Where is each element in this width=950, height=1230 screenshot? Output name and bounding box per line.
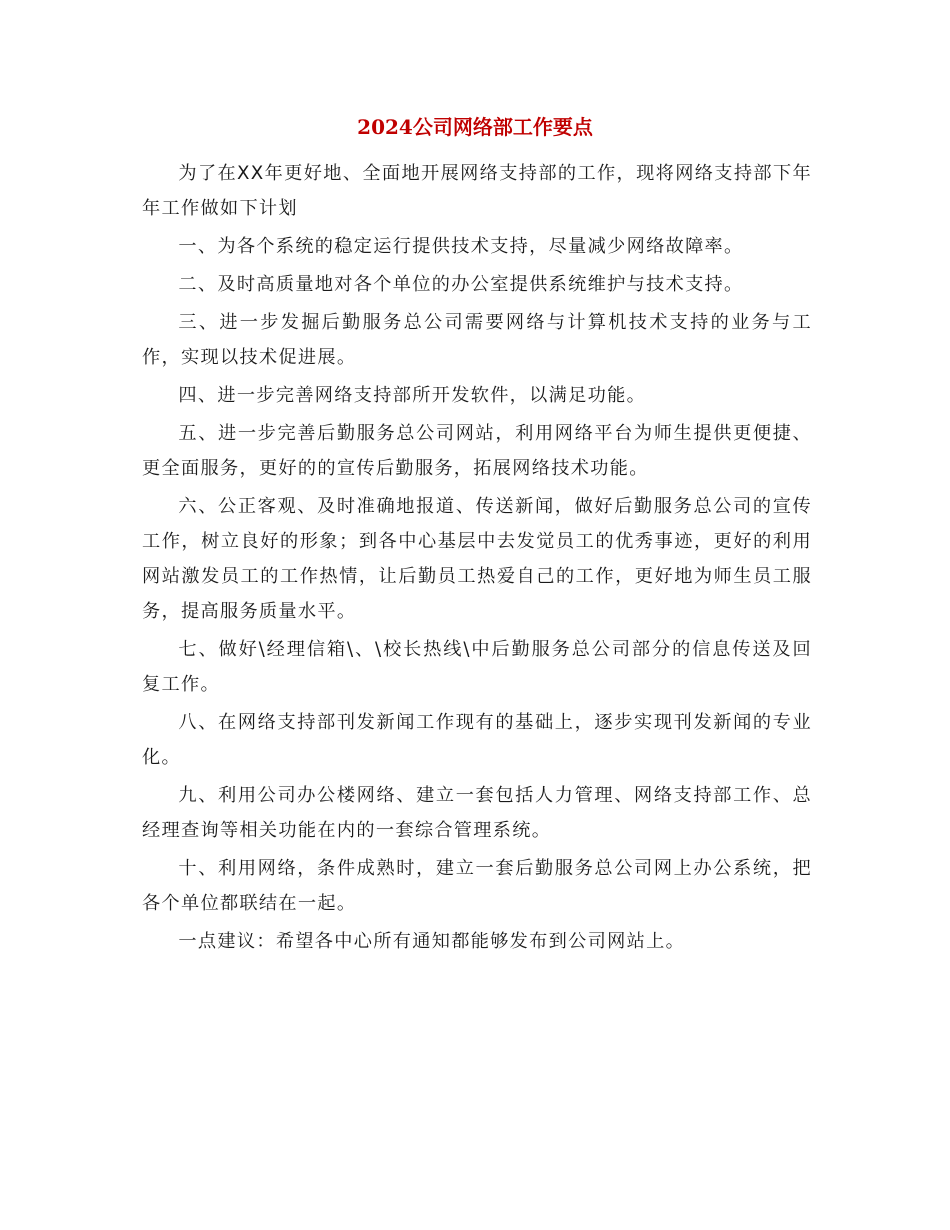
paragraph-item-7: 七、做好\经理信箱\、\校长热线\中后勤服务总公司部分的信息传送及回复工作。 — [142, 639, 812, 695]
document-title: 2024公司网络部工作要点 — [357, 115, 593, 139]
paragraph-item-6: 六、公正客观、及时准确地报道、传送新闻，做好后勤服务总公司的宣传工作，树立良好的形象；到各中心基层中去发觉员工的优秀事迹，更好的利用网站激发员工的工作热情，让后勤员工热爱自己的工作，更好地为师生员工服务，提高服务质量水平。 — [142, 496, 812, 622]
paragraph-item-1: 一、为各个系统的稳定运行提供技术支持，尽量减少网络故障率。 — [178, 236, 744, 257]
paragraph-item-8: 八、在网络支持部刊发新闻工作现有的基础上，逐步实现刊发新闻的专业化。 — [142, 712, 812, 768]
paragraph-item-10: 十、利用网络，条件成熟时，建立一套后勤服务总公司网上办公系统，把各个单位都联结在一起。 — [142, 858, 812, 914]
paragraph-item-2: 二、及时高质量地对各个单位的办公室提供系统维护与技术支持。 — [178, 274, 744, 295]
paragraph-item-3: 三、进一步发掘后勤服务总公司需要网络与计算机技术支持的业务与工作，实现以技术促进展。 — [142, 312, 812, 368]
paragraph-suggestion: 一点建议：希望各中心所有通知都能够发布到公司网站上。 — [178, 931, 686, 952]
paragraph-item-5: 五、进一步完善后勤服务总公司网站，利用网络平台为师生提供更便捷、更全面服务，更好的的宣传后勤服务，拓展网络技术功能。 — [142, 423, 812, 479]
paragraph-intro: 为了在XX年更好地、全面地开展网络支持部的工作，现将网络支持部下年年工作做如下计划 — [142, 163, 812, 219]
document-body — [142, 156, 812, 962]
paragraph-item-4: 四、进一步完善网络支持部所开发软件，以满足功能。 — [178, 385, 647, 406]
paragraph-item-9: 九、利用公司办公楼网络、建立一套包括人力管理、网络支持部工作、总经理查询等相关功能在内的一套综合管理系统。 — [142, 785, 812, 841]
